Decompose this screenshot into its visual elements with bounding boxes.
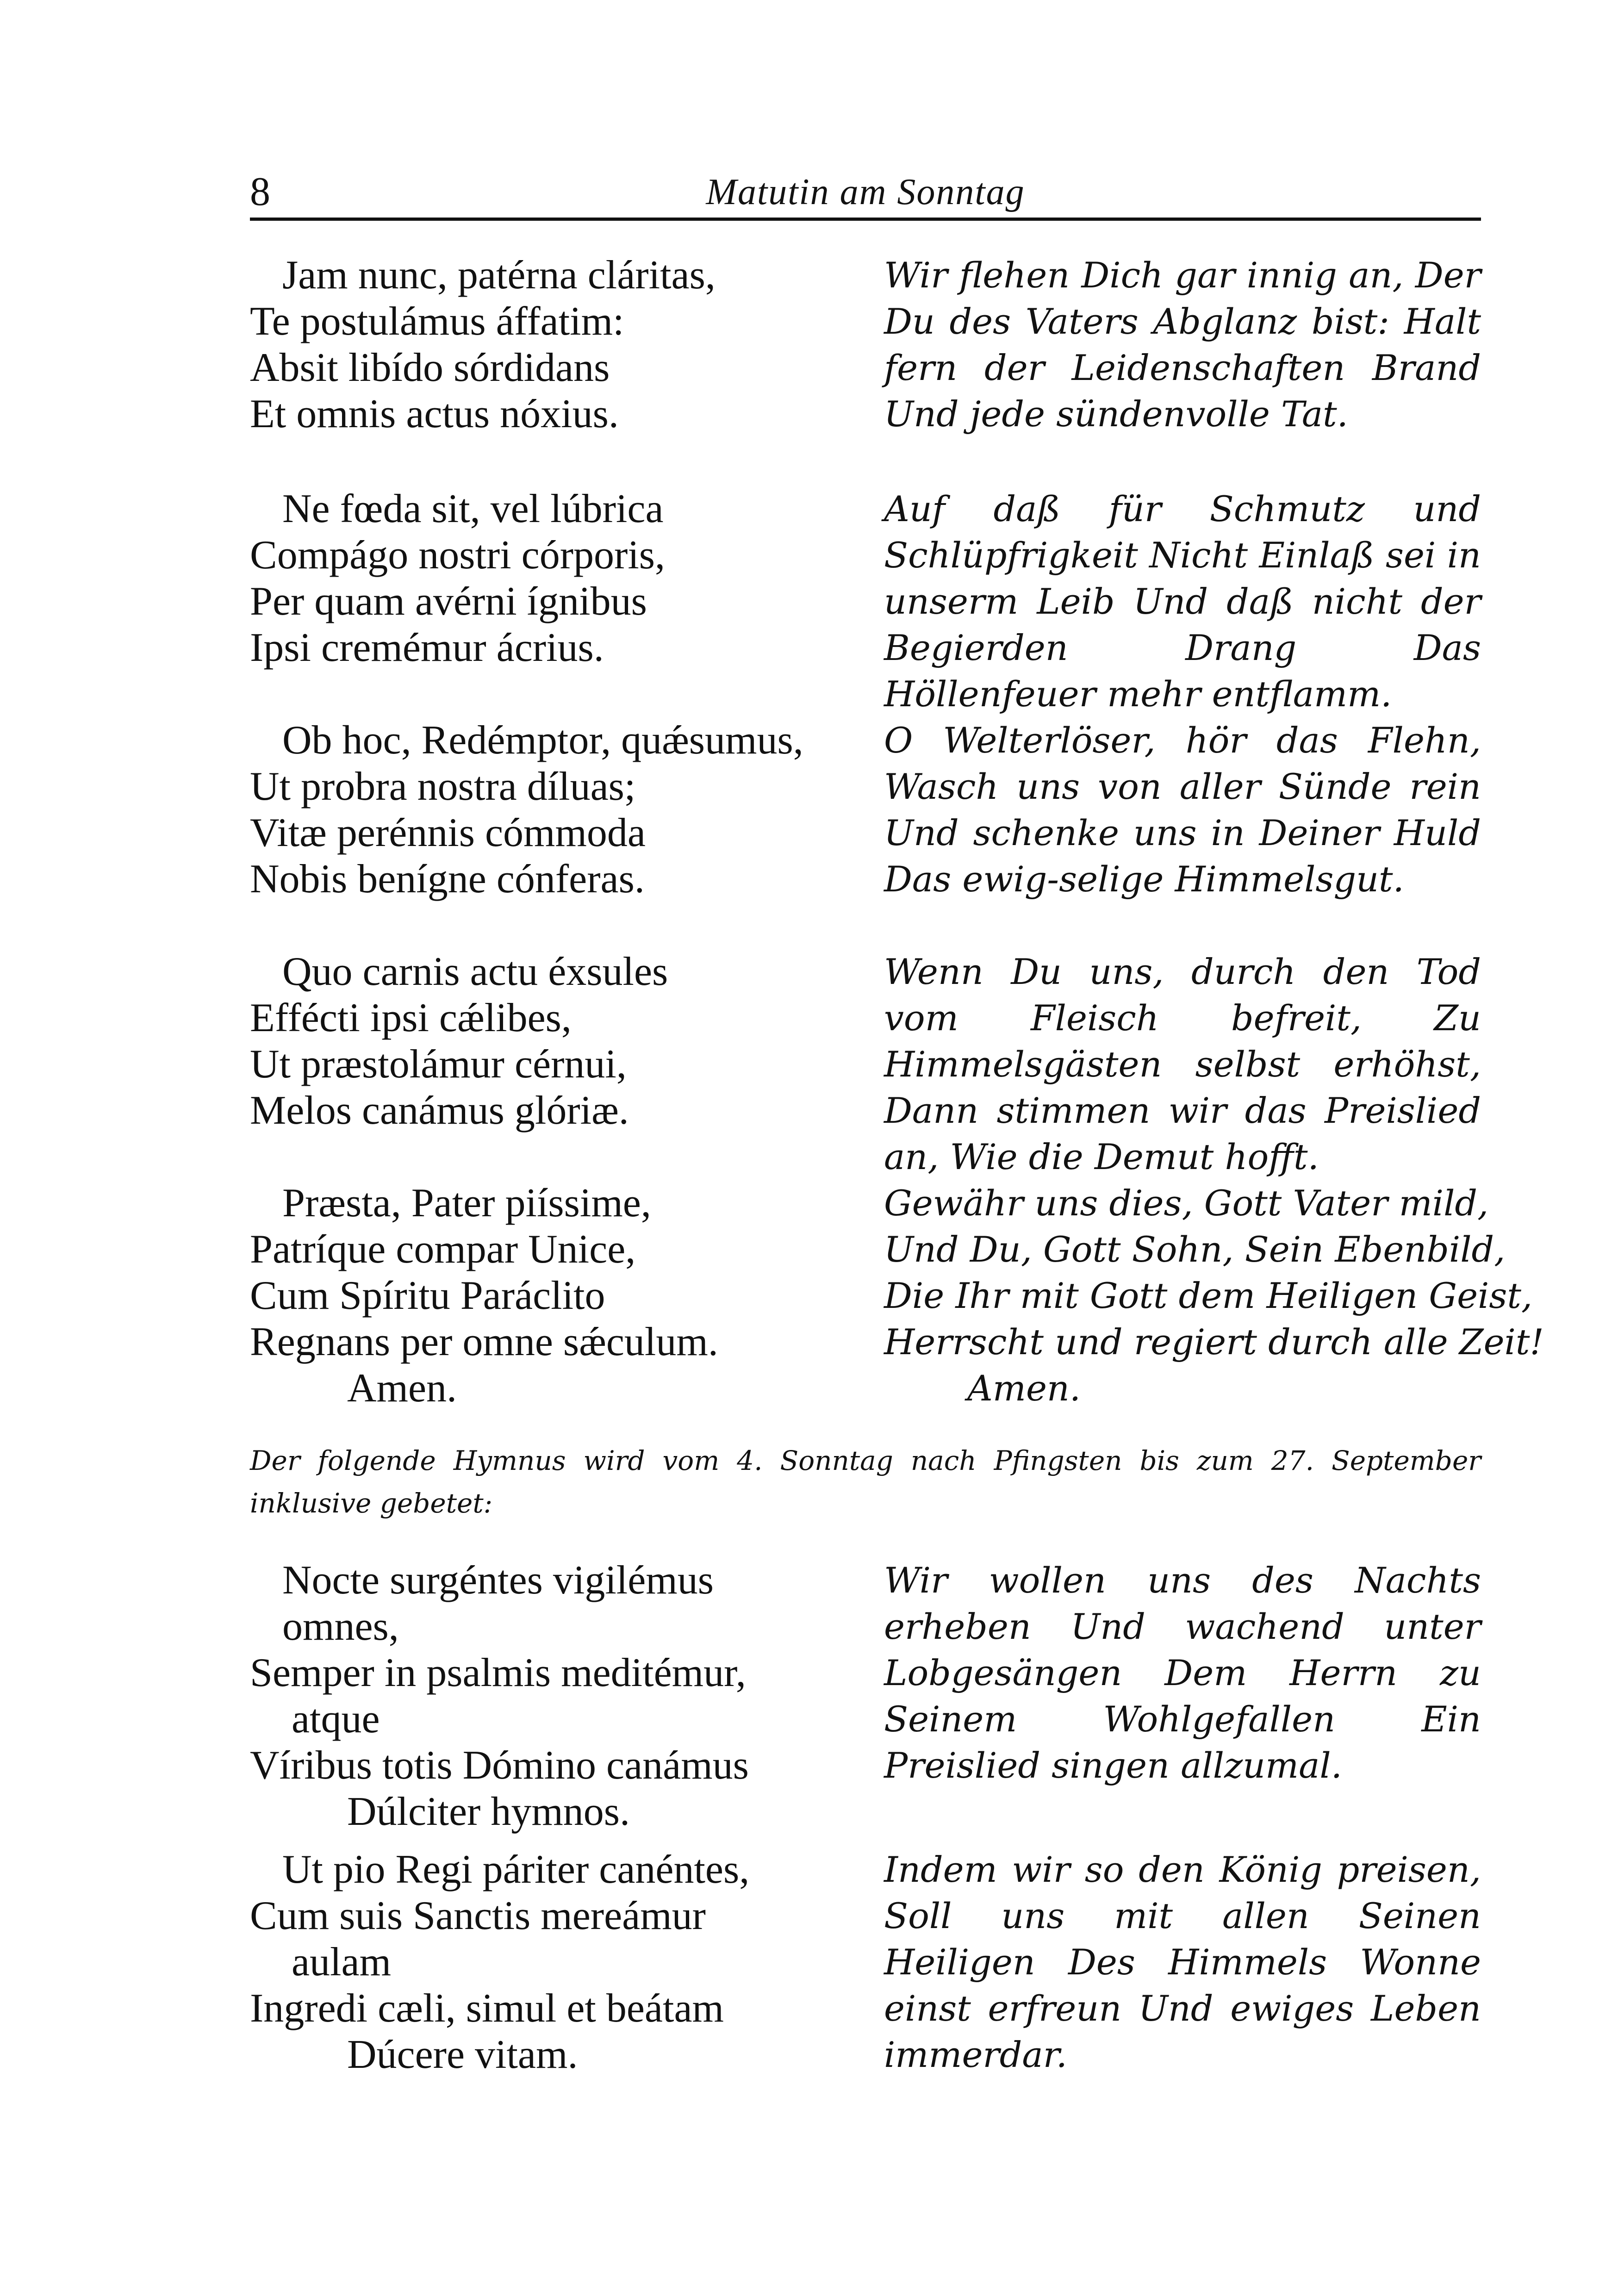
german-verse: Wir wollen uns des Nachts erheben Und wachend unter Lobgesängen Dem Herrn zu Seinem Wohlgefallen Ein Preislied singen allzumal. xyxy=(884,1560,1481,1786)
german-verse: Wenn Du uns, durch den Tod vom Fleisch befreit, Zu Himmelsgästen selbst erhöhst, Dann stimmen wir das Preislied an, Wie die Demut hofft. xyxy=(884,951,1481,1177)
verse-line: Die Ihr mit Gott dem Heiligen Geist, xyxy=(884,1275,1533,1316)
verse-line: Ob hoc, Redémptor, quǽsumus, xyxy=(282,718,803,763)
verse-line: Und Du, Gott Sohn, Sein Ebenbild, xyxy=(884,1229,1506,1270)
verse-line: Vitæ perénnis cómmoda xyxy=(250,810,646,855)
german-verse: Wir flehen Dich gar innig an, Der Du des Vaters Abglanz bist: Halt fern der Leidenschaften Brand Und jede sündenvolle Tat. xyxy=(884,255,1481,435)
german-verse xyxy=(884,1180,1544,1412)
verse-line: omnes, xyxy=(282,1604,399,1649)
latin-verse xyxy=(250,1847,833,2078)
verse-line: Effécti ipsi cǽlibes, xyxy=(250,996,572,1040)
verse-line: Absit libído sórdidans xyxy=(250,345,610,390)
verse-line: Gewähr uns dies, Gott Vater mild, xyxy=(884,1182,1489,1224)
verse-line: Ipsi cremémur ácrius. xyxy=(250,625,604,670)
latin-verse xyxy=(250,1180,833,1412)
verse-line: Te postulámus áffatim: xyxy=(250,299,624,344)
verse-line: Compágo nostri córporis, xyxy=(250,533,666,578)
verse-line: Víribus totis Dómino canámus xyxy=(250,1743,749,1788)
page-header xyxy=(250,167,1481,221)
latin-verse xyxy=(250,252,833,437)
rubric-note: Der folgende Hymnus wird vom 4. Sonntag nach Pfingsten bis zum 27. September inklusive gebetet: xyxy=(250,1445,1481,1519)
verse-line: Ut probra nostra díluas; xyxy=(250,764,636,809)
verse-line: Nobis benígne cónferas. xyxy=(250,857,645,902)
verse-line: Nocte surgéntes vigilémus xyxy=(282,1558,714,1603)
verse-line: atque xyxy=(292,1697,380,1742)
german-verse: O Welterlöser, hör das Flehn, Wasch uns von aller Sünde rein Und schenke uns in Deiner Huld Das ewig-selige Himmelsgut. xyxy=(884,720,1481,900)
verse-line: Melos canámus glóriæ. xyxy=(250,1088,629,1133)
verse-line: Dúlciter hymnos. xyxy=(347,1789,630,1834)
verse-line: Ut pio Regi páriter canéntes, xyxy=(282,1847,750,1892)
page-number: 8 xyxy=(250,169,270,214)
verse-line: Per quam avérni ígnibus xyxy=(250,579,647,624)
running-title: Matutin am Sonntag xyxy=(706,172,1025,212)
verse-line: Et omnis actus nóxius. xyxy=(250,392,619,436)
verse-line: Jam nunc, patérna cláritas, xyxy=(282,253,716,298)
amen-line: Amen. xyxy=(347,1366,457,1411)
verse-line: aulam xyxy=(292,1940,392,1985)
verse-line: Ne fœda sit, vel lúbrica xyxy=(282,486,664,531)
verse-line: Herrscht und regiert durch alle Zeit! xyxy=(884,1321,1544,1363)
verse-line: Regnans per omne sǽculum. xyxy=(250,1319,718,1364)
latin-verse xyxy=(250,1557,833,1835)
verse-line: Patríque compar Unice, xyxy=(250,1227,636,1272)
latin-verse xyxy=(250,486,833,671)
verse-line: Cum Spíritu Paráclito xyxy=(250,1273,605,1318)
verse-line: Cum suis Sanctis mereámur xyxy=(250,1893,706,1938)
verse-line: Ut præstolámur cérnui, xyxy=(250,1042,627,1087)
german-verse: Indem wir so den König preisen, Soll uns mit allen Seinen Heiligen Des Himmels Wonne einst erfreun Und ewiges Leben immerdar. xyxy=(884,1849,1481,2075)
amen-line: Amen. xyxy=(967,1368,1081,1409)
verse-line: Dúcere vitam. xyxy=(347,2032,578,2077)
verse-line: Semper in psalmis meditémur, xyxy=(250,1650,746,1695)
german-verse: Auf daß für Schmutz und Schlüpfrigkeit Nicht Einlaß sei in unserm Leib Und daß nicht der Begierden Drang Das Höllenfeuer mehr entflamm. xyxy=(884,488,1481,715)
latin-verse xyxy=(250,717,833,902)
latin-verse xyxy=(250,949,833,1134)
verse-line: Ingredi cæli, simul et beátam xyxy=(250,1986,724,2031)
verse-line: Quo carnis actu éxsules xyxy=(282,949,668,994)
verse-line: Præsta, Pater piíssime, xyxy=(282,1181,651,1226)
